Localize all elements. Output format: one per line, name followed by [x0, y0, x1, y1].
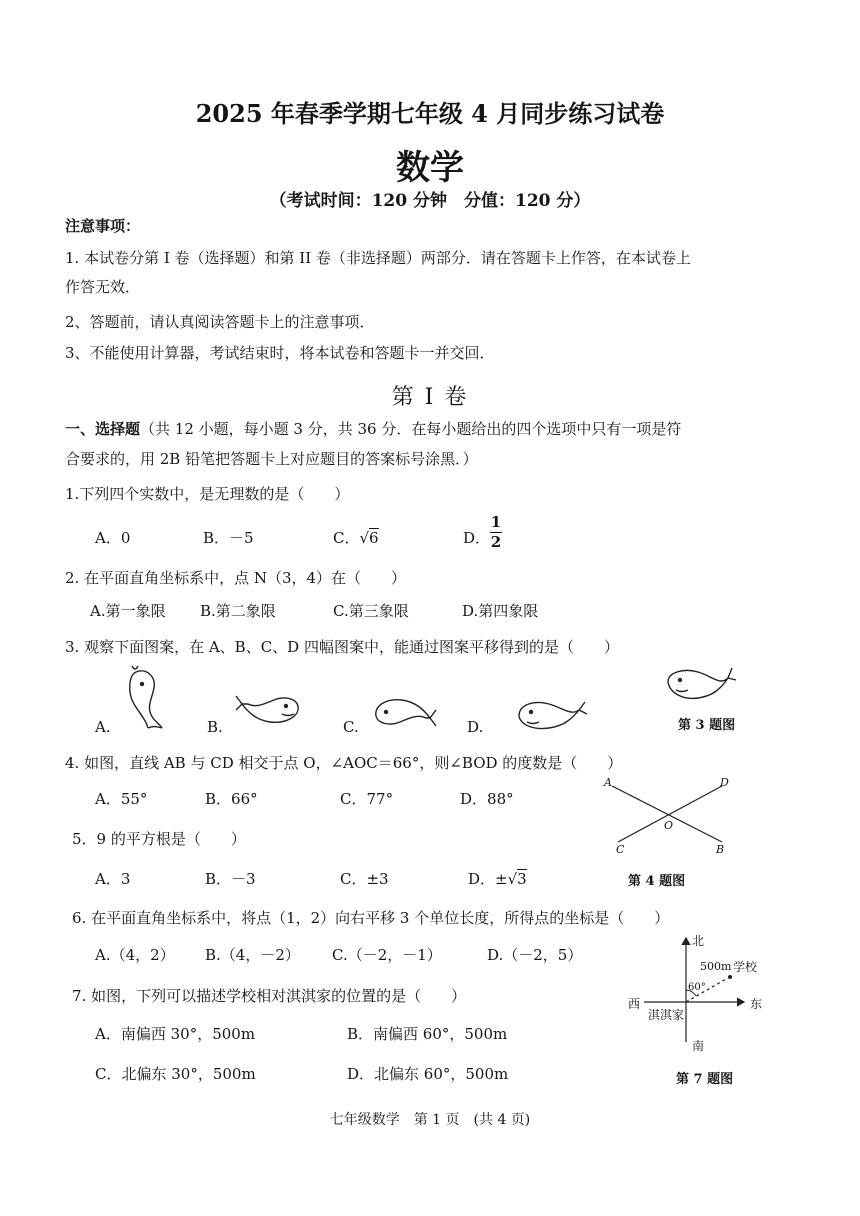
- q2-stem: 2. 在平面直角坐标系中，点 N（3，4）在（ ）: [65, 569, 407, 587]
- page-footer: 七年级数学 第 1 页 (共 4 页): [329, 1112, 531, 1128]
- q5-option-d: [468, 868, 527, 889]
- q5-option-d-radicand: 3: [517, 870, 527, 888]
- q7-option-c: C．北偏东 30°，500m: [95, 1065, 256, 1083]
- q7-east-label: 东: [750, 997, 763, 1011]
- q3-option-a: A.: [95, 718, 111, 736]
- q7-school-label: 学校: [733, 960, 758, 974]
- q2-option-d: D.第四象限: [462, 602, 539, 620]
- notice-item-2: 2、答题前，请认真阅读答题卡上的注意事项．: [65, 313, 375, 331]
- q4-option-c: C．77°: [340, 790, 394, 808]
- fraction-numerator: 1: [490, 513, 502, 531]
- notice-item-3: 3、不能使用计算器，考试结束时，将本试卷和答题卡一并交回．: [65, 344, 495, 362]
- exam-info: （考试时间：120 分钟 分值：120 分）: [269, 191, 591, 211]
- q4-option-d: D．88°: [460, 790, 514, 808]
- notice-heading: 注意事项：: [65, 217, 141, 235]
- fraction-denominator: 2: [490, 533, 502, 551]
- q7-distance-label: 500m: [700, 960, 732, 973]
- q4-label-a: A: [604, 776, 612, 789]
- q1-option-d-fraction: [490, 513, 502, 551]
- q7-home-label: 淇淇家: [648, 1008, 685, 1022]
- q7-caption: 第 7 题图: [676, 1072, 734, 1087]
- exam-title: 2025 年春季学期七年级 4 月同步练习试卷: [195, 99, 665, 128]
- q4-label-c: C: [616, 843, 625, 856]
- q3-whale-a-image: [122, 664, 166, 734]
- q7-south-label: 南: [692, 1039, 705, 1053]
- q1-option-d-prefix: D．: [463, 529, 491, 547]
- q3-whale-b-image: [234, 690, 304, 732]
- part-label: 一、选择题: [65, 420, 141, 438]
- section-title: 第 I 卷: [391, 385, 469, 410]
- q5-option-c: C．±3: [340, 870, 389, 888]
- q2-option-c: C.第三象限: [333, 602, 409, 620]
- q4-caption: 第 4 题图: [628, 874, 686, 889]
- q1-option-c: [333, 527, 379, 548]
- notice-item-1-line-2: 作答无效．: [65, 278, 141, 296]
- q4-stem-text: 4. 如图，直线 AB 与 CD 相交于点 O，∠AOC＝66°，则∠BOD 的度数是（ ）: [65, 754, 623, 772]
- q5-option-d-prefix: D．±: [468, 870, 508, 888]
- q3-option-b: B.: [207, 718, 223, 736]
- q1-option-a: A．0: [95, 529, 131, 547]
- q3-option-c: C.: [343, 718, 359, 736]
- q3-reference-whale-image: [662, 664, 738, 706]
- q7-option-a: A．南偏西 30°，500m: [95, 1025, 256, 1043]
- q3-caption: 第 3 题图: [678, 718, 736, 733]
- q3-option-d: D.: [467, 718, 484, 736]
- subject-title: 数学: [396, 148, 464, 188]
- q5-option-b: B．－3: [205, 870, 256, 888]
- q7-west-label: 西: [628, 997, 641, 1011]
- q7-north-label: 北: [692, 934, 705, 948]
- q2-option-a: A.第一象限: [90, 602, 166, 620]
- q5-stem: 5．9 的平方根是（ ）: [72, 830, 246, 848]
- q4-label-o: O: [664, 819, 674, 832]
- part-heading: [65, 418, 681, 439]
- q6-option-d: D.（－2，5）: [487, 946, 583, 964]
- q2-option-b: B.第二象限: [200, 602, 276, 620]
- part-description-line-2: 合要求的，用 2B 铅笔把答题卡上对应题目的答案标号涂黑．）: [65, 450, 478, 468]
- q7-option-d: D．北偏东 60°，500m: [347, 1065, 509, 1083]
- q6-stem: 6. 在平面直角坐标系中，将点（1，2）向右平移 3 个单位长度，所得点的坐标是（ ）: [72, 909, 670, 927]
- q4-option-a: A．55°: [95, 790, 148, 808]
- q7-stem: 7. 如图，下列可以描述学校相对淇淇家的位置的是（ ）: [72, 987, 467, 1005]
- q6-option-a: A.（4，2）: [95, 946, 175, 964]
- part-description: （共 12 小题，每小题 3 分，共 36 分．在每小题给出的四个选项中只有一项是符: [140, 420, 682, 438]
- q1-option-c-radicand: 6: [369, 529, 379, 547]
- q1-option-b: B．－5: [203, 529, 254, 547]
- q3-stem: 3. 观察下面图案，在 A、B、C、D 四幅图案中，能通过图案平移得到的是（ ）: [65, 638, 619, 656]
- q6-option-b: B.（4，－2）: [205, 946, 300, 964]
- school-point: [728, 975, 732, 979]
- q4-label-d: D: [720, 776, 729, 789]
- q5-option-a: A．3: [95, 870, 131, 888]
- q4-stem: [65, 752, 622, 773]
- q4-label-b: B: [716, 843, 725, 856]
- sqrt-symbol: √: [507, 870, 518, 888]
- q3-whale-c-image: [368, 690, 438, 732]
- q7-angle-label: 60°: [688, 982, 706, 993]
- q7-option-b: B．南偏西 60°，500m: [347, 1025, 508, 1043]
- q4-option-b: B．66°: [205, 790, 258, 808]
- q3-whale-d-image: [513, 694, 589, 734]
- notice-item-1-line-1: 1. 本试卷分第 I 卷（选择题）和第 II 卷（非选择题）两部分．请在答题卡上作答，在本试卷上: [65, 249, 691, 267]
- q1-option-c-prefix: C．: [333, 529, 360, 547]
- sqrt-symbol: √: [359, 529, 370, 547]
- q1-stem: 1.下列四个实数中，是无理数的是（ ）: [65, 485, 350, 503]
- q6-option-c: C.（－2，－1）: [332, 946, 442, 964]
